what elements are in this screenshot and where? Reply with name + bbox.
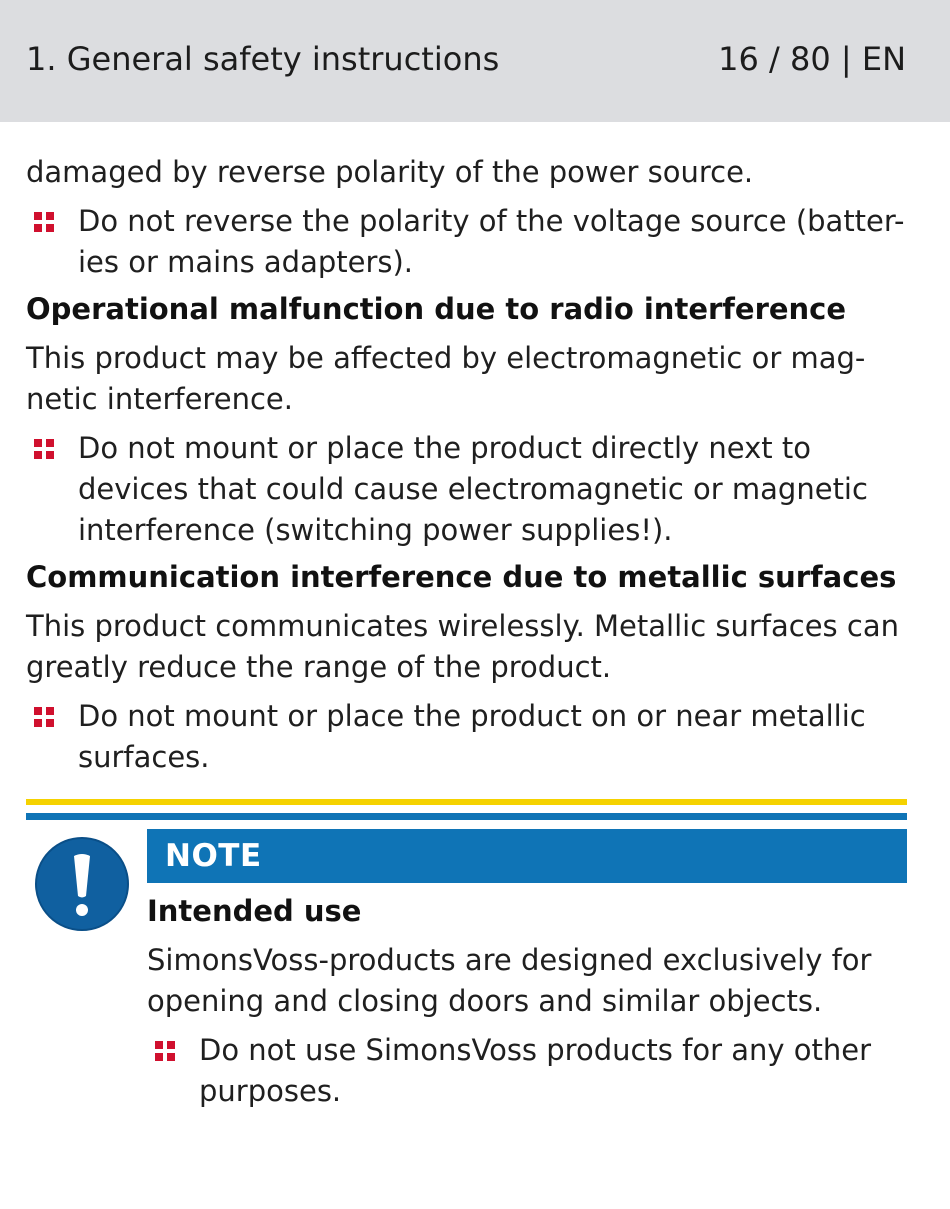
bullet-item-metal	[26, 696, 912, 778]
bullet-text: Do not mount or place the product on or near metallic surfaces.	[78, 699, 866, 774]
bullet-item-polarity	[26, 201, 912, 283]
bullet-text: Do not reverse the polarity of the voltage source (batter-ies or mains adapters).	[78, 204, 905, 279]
section-title: 1. General safety instructions	[26, 40, 500, 78]
note-content	[147, 891, 907, 1112]
note-label: NOTE	[165, 838, 262, 874]
red-bullet-icon	[34, 212, 54, 232]
page-header	[0, 0, 950, 122]
heading-metallic-surfaces: Communication interference due to metallic surfaces	[26, 560, 897, 594]
note-divider-yellow	[26, 799, 907, 805]
bullet-text: Do not use SimonsVoss products for any other purposes.	[199, 1033, 872, 1108]
note-bullet-item	[147, 1030, 907, 1112]
exclamation-icon	[34, 836, 130, 932]
paragraph-metallic-surfaces: This product communicates wirelessly. Metallic surfaces can greatly reduce the range of the product.	[26, 609, 899, 684]
main-content	[26, 152, 912, 778]
note-divider-blue	[26, 813, 907, 820]
note-banner	[147, 829, 907, 883]
red-bullet-icon	[155, 1041, 175, 1061]
page-indicator: 16 / 80 | EN	[718, 40, 906, 78]
bullet-text: Do not mount or place the product directly next to devices that could cause electromagnetic or magnetic interference (switching power supplies!).	[78, 431, 868, 547]
paragraph-radio-interference: This product may be affected by electromagnetic or mag-netic interference.	[26, 341, 866, 416]
red-bullet-icon	[34, 439, 54, 459]
note-heading: Intended use	[147, 894, 362, 928]
bullet-item-radio	[26, 428, 912, 551]
note-paragraph: SimonsVoss-products are designed exclusively for opening and closing doors and similar objects.	[147, 943, 872, 1018]
red-bullet-icon	[34, 707, 54, 727]
heading-radio-interference: Operational malfunction due to radio interference	[26, 292, 847, 326]
intro-paragraph: damaged by reverse polarity of the power source.	[26, 155, 754, 189]
